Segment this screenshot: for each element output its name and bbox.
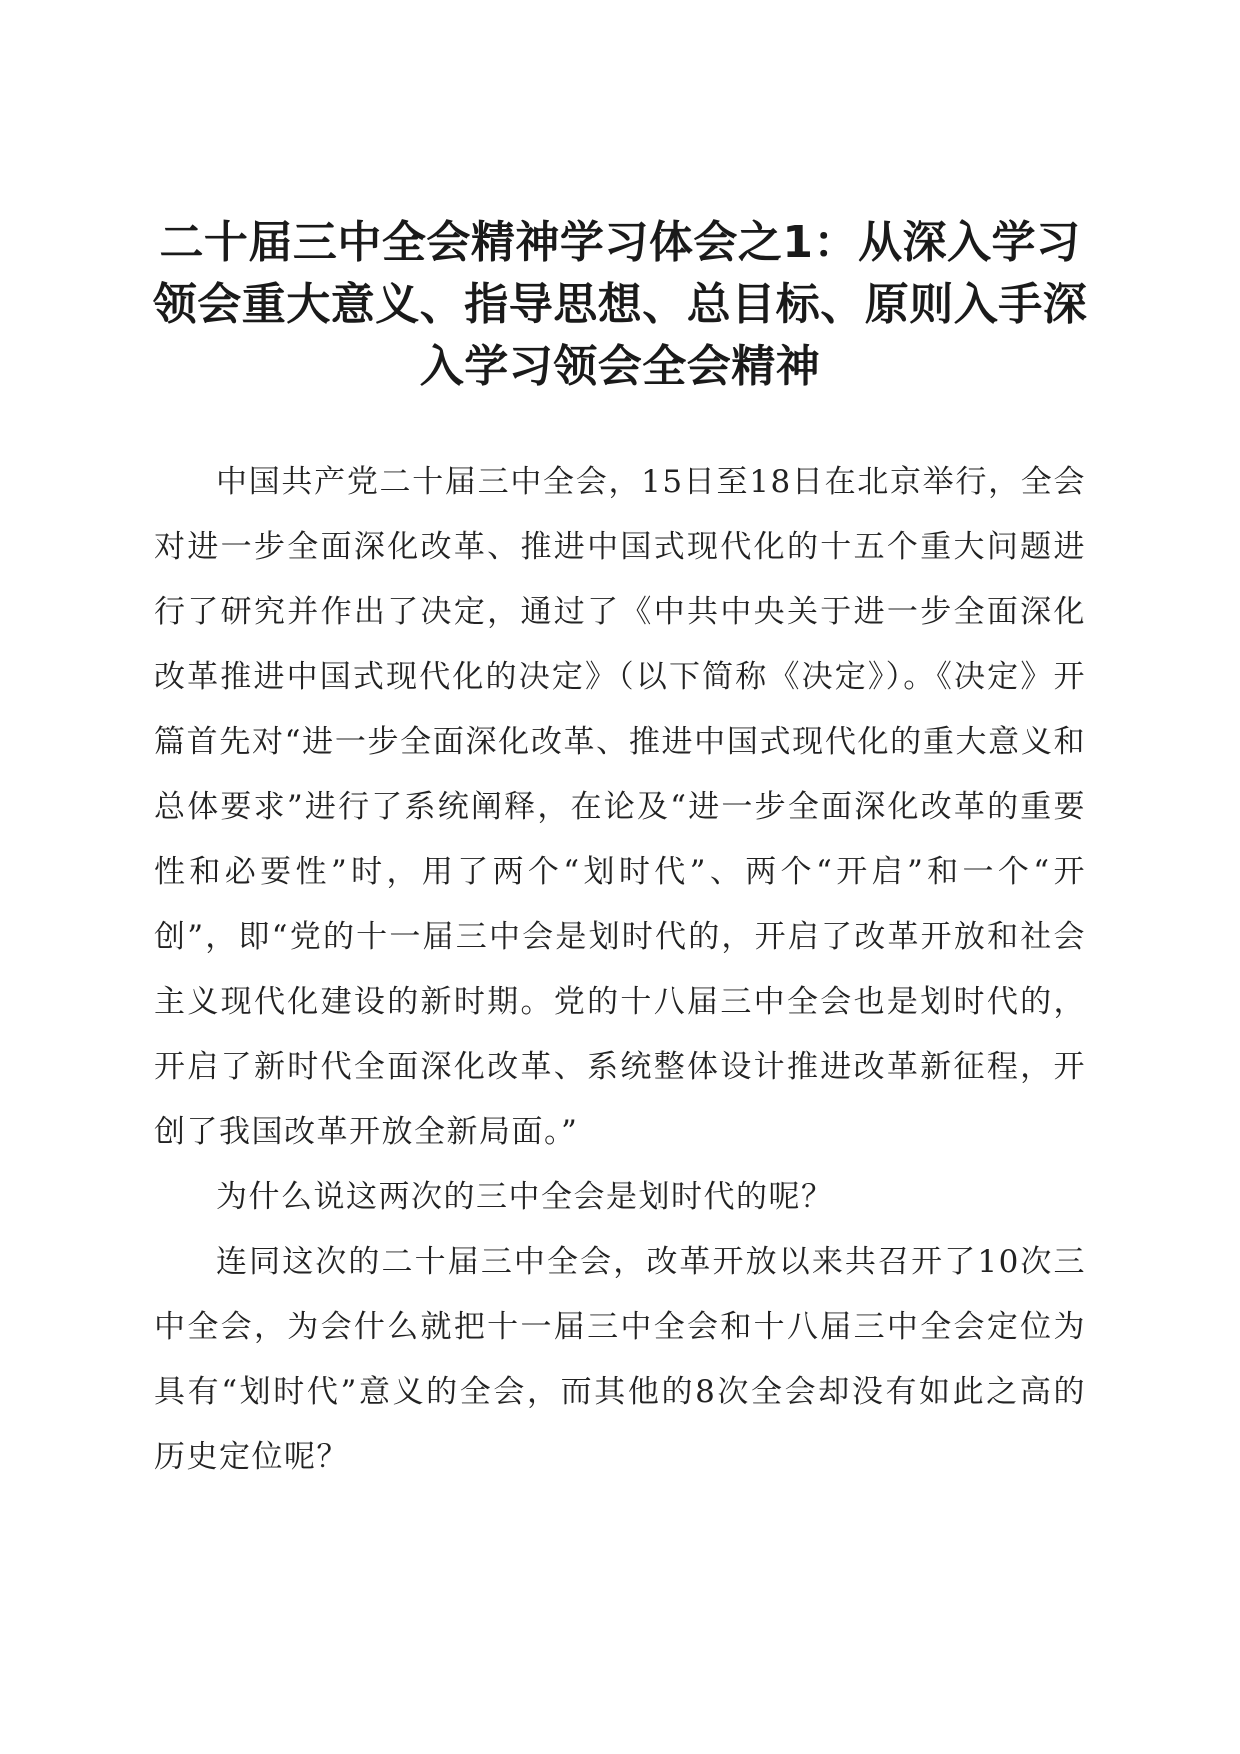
paragraph: 连同这次的二十届三中全会，改革开放以来共召开了10次三中全会，为会什么就把十一届三中全会和十八届三中全会定位为具有“划时代”意义的全会，而其他的8次全会却没有如此之高的历史定位呢？ xyxy=(154,1244,1086,1475)
paragraph: 中国共产党二十届三中全会，15日至18日在北京举行，全会对进一步全面深化改革、推进中国式现代化的十五个重大问题进行了研究并作出了决定，通过了《中共中央关于进一步全面深化改革推进中国式现代化的决定》（以下简称《决定》）。《决定》开篇首先对“进一步全面深化改革、推进中国式现代化的重大意义和总体要求”进行了系统阐释，在论及“进一步全面深化改革的重要性和必要性”时，用了两个“划时代”、两个“开启”和一个“开创”，即“党的十一届三中会是划时代的，开启了改革开放和社会主义现代化建设的新时期。党的十八届三中全会也是划时代的，开启了新时代全面深化改革、系统整体设计推进改革新征程，开创了我国改革开放全新局面。” xyxy=(154,464,1086,1150)
paragraph: 为什么说这两次的三中全会是划时代的呢？ xyxy=(216,1179,834,1215)
document-body xyxy=(154,450,1086,1490)
document-title: 二十届三中全会精神学习体会之1：从深入学习领会重大意义、指导思想、总目标、原则入手深入学习领会全会精神 xyxy=(152,217,1088,392)
